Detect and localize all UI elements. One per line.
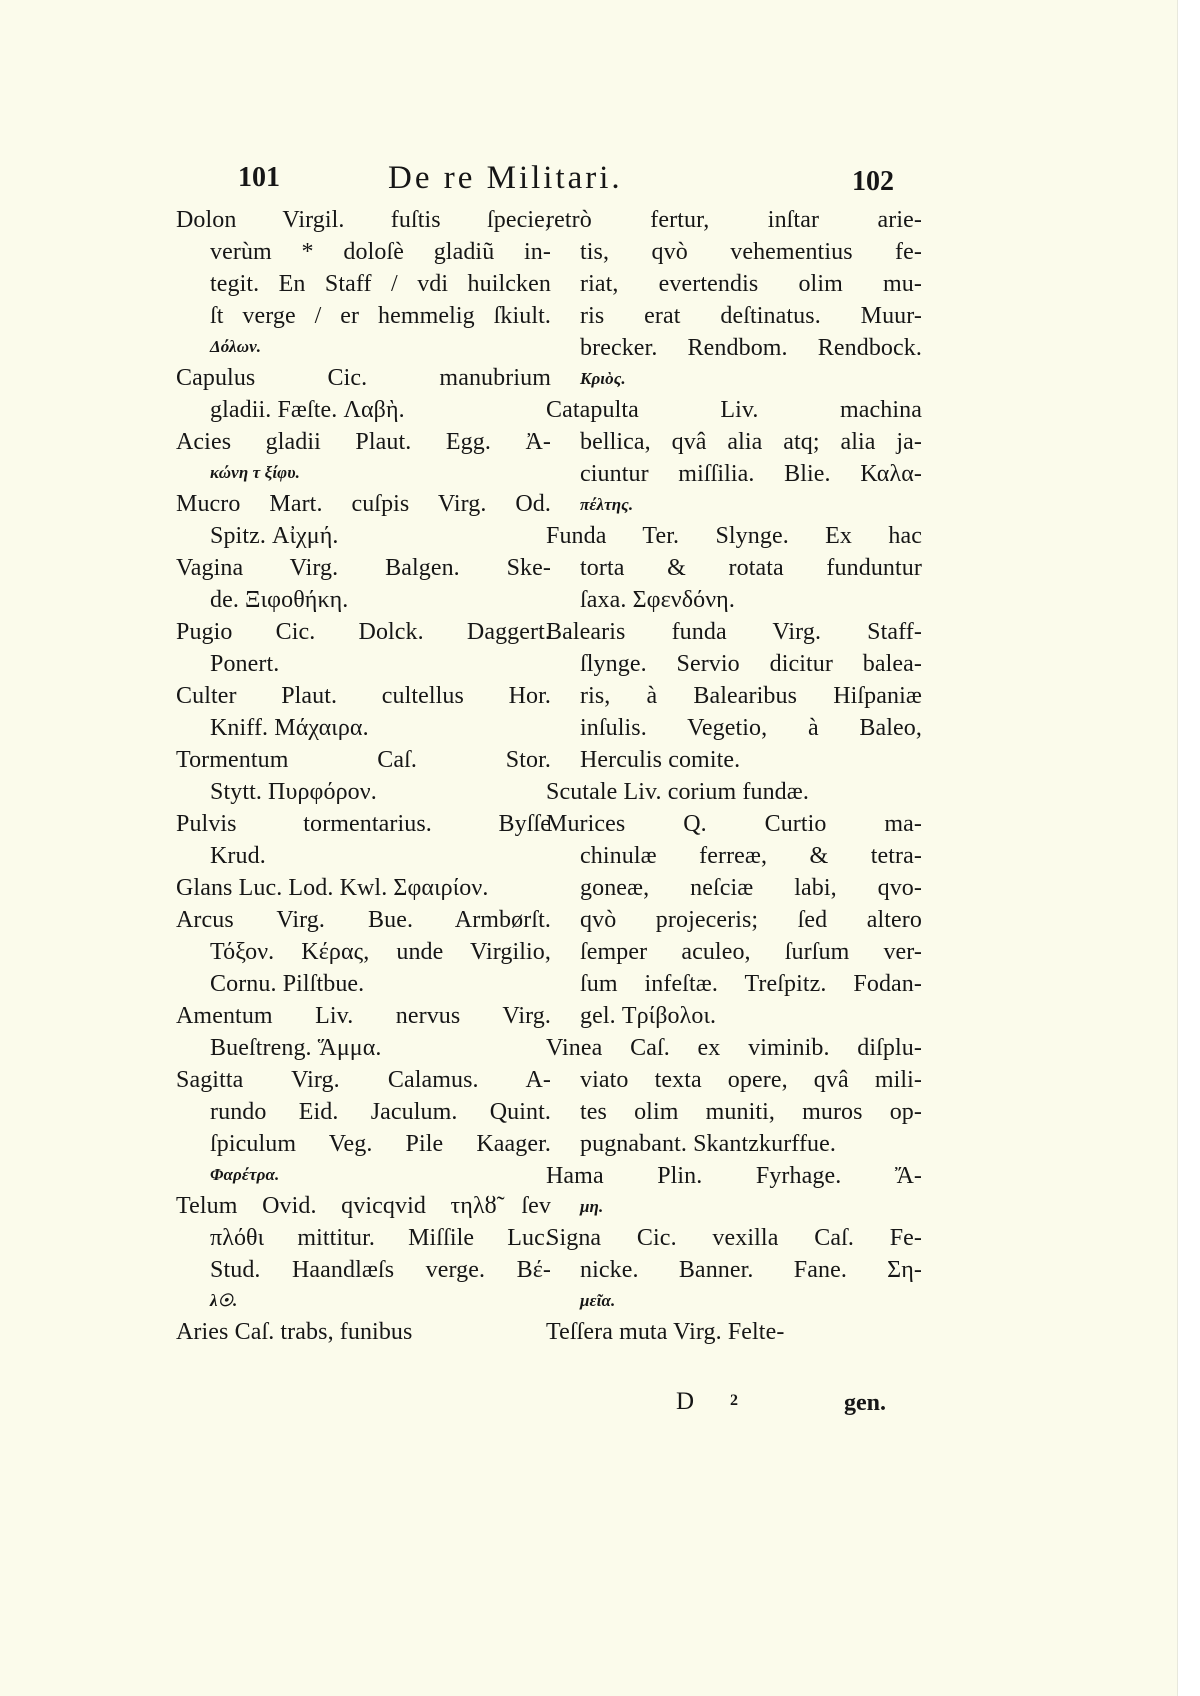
entry-line: Scutale Liv. corium fundæ. (546, 779, 809, 805)
entry-line: nicke. Banner. Fane. Ση- (580, 1257, 922, 1283)
entry-line: Dolon Virgil. fuſtis ſpecie, (176, 207, 551, 233)
entry-line: Mucro Mart. cuſpis Virg. Od. (176, 491, 551, 517)
dictionary-entry (546, 204, 922, 394)
entry-line: viato texta opere, qvâ mili- (580, 1067, 922, 1093)
entry-line: ciuntur miſſilia. Blie. Καλα- (580, 461, 922, 487)
entry-line: ſpiculum Veg. Pile Kaager. (210, 1131, 551, 1157)
dictionary-entry (176, 552, 551, 616)
dictionary-entry (176, 872, 551, 904)
entry-line: Pulvis tormentarius. Byſſe (176, 811, 551, 837)
dictionary-entry (546, 776, 922, 808)
entry-line: Glans Luc. Lod. Kwl. Σφαιρίον. (176, 875, 489, 901)
entry-line: gladii. Fæſte. Λαβὴ. (210, 397, 405, 423)
entry-line: Signa Cic. vexilla Caſ. Fe- (546, 1225, 922, 1251)
dictionary-entry (546, 808, 922, 1032)
entry-line: verùm * doloſè gladiũ in- (210, 239, 551, 265)
entry-line: Capulus Cic. manubrium (176, 365, 551, 391)
entry-line: Teſſera muta Virg. Felte- (546, 1319, 785, 1345)
entry-line: tegit. En Staff / vdi huilcken (210, 271, 551, 297)
dictionary-entry (176, 808, 551, 872)
dictionary-entry (546, 520, 922, 616)
entry-line: goneæ, neſciæ labi, qvo- (580, 875, 922, 901)
entry-line: retrò fertur, inſtar arie- (546, 207, 922, 233)
dictionary-entry (176, 204, 551, 362)
entry-line: Τόξον. Κέρας, unde Virgilio, (210, 939, 551, 965)
entry-line: ſemper aculeo, ſurſum ver- (580, 939, 922, 965)
running-header (238, 160, 894, 200)
entry-line: Herculis comite. (580, 747, 741, 773)
entry-line: Vinea Caſ. ex viminib. diſplu- (546, 1035, 922, 1061)
catchword: gen. (844, 1390, 886, 1416)
entry-line: tes olim muniti, muros op- (580, 1099, 922, 1125)
entry-line: κώνη τ ξίφυ. (210, 463, 300, 482)
entry-line: ris, à Balearibus Hiſpaniæ (580, 683, 922, 709)
dictionary-entry (176, 426, 551, 488)
right-column (546, 204, 922, 1348)
entry-line: Ponert. (210, 651, 280, 677)
entry-line: Catapulta Liv. machina (546, 397, 922, 423)
entry-line: πλόθι mittitur. Miſſile Luc. (210, 1225, 551, 1251)
entry-line: Stytt. Πυρφόρον. (210, 779, 377, 805)
entry-line: qvò projeceris; ſed altero (580, 907, 922, 933)
entry-line: Pugio Cic. Dolck. Daggert. (176, 619, 551, 645)
page-footer (676, 1388, 906, 1424)
entry-line: μη. (580, 1197, 604, 1216)
entry-line: Bueſtreng. Ἅμμα. (210, 1035, 382, 1061)
dictionary-entry (546, 394, 922, 520)
dictionary-entry (176, 680, 551, 744)
entry-line: inſulis. Vegetio, à Baleo, (580, 715, 922, 741)
dictionary-entry (176, 616, 551, 680)
entry-line: torta & rotata funduntur (580, 555, 922, 581)
dictionary-entry (546, 1316, 922, 1348)
entry-line: Sagitta Virg. Calamus. A- (176, 1067, 551, 1093)
entry-line: ſaxa. Σφενδόνη. (580, 587, 735, 613)
running-title: De re Militari. (388, 160, 623, 196)
dictionary-entry (176, 1316, 551, 1348)
entry-line: Δόλων. (210, 337, 262, 356)
entry-line: Amentum Liv. nervus Virg. (176, 1003, 551, 1029)
entry-line: brecker. Rendbom. Rendbock. (580, 335, 922, 361)
entry-line: de. Ξιφοθήκη. (210, 587, 349, 613)
page-number-left: 101 (238, 162, 280, 193)
entry-line: gel. Τρίβολοι. (580, 1003, 717, 1029)
page-edge (1177, 0, 1200, 1696)
entry-line: Funda Ter. Slynge. Ex hac (546, 523, 922, 549)
dictionary-entry (176, 1190, 551, 1316)
entry-line: ſum infeſtæ. Treſpitz. Fodan- (580, 971, 922, 997)
entry-line: ris erat deſtinatus. Muur- (580, 303, 922, 329)
entry-line: Acies gladii Plaut. Egg. Ἀ- (176, 429, 551, 455)
entry-line: bellica, qvâ alia atq; alia ja- (580, 429, 922, 455)
entry-line: ſlynge. Servio dicitur balea- (580, 651, 922, 677)
entry-line: Κριὸς. (580, 369, 626, 388)
dictionary-entry (176, 362, 551, 426)
entry-line: Cornu. Pilſtbue. (210, 971, 365, 997)
dictionary-entry (176, 904, 551, 1000)
entry-line: Spitz. Αἰχμή. (210, 523, 339, 549)
entry-line: Balearis funda Virg. Staff- (546, 619, 922, 645)
dictionary-entry (546, 1032, 922, 1160)
entry-line: λ☉. (210, 1291, 238, 1310)
entry-line: Vagina Virg. Balgen. Ske- (176, 555, 551, 581)
left-column (176, 204, 551, 1348)
dictionary-entry (176, 744, 551, 808)
page-number-right: 102 (852, 166, 894, 197)
entry-line: Murices Q. Curtio ma- (546, 811, 922, 837)
entry-line: Stud. Haandlæſs verge. Βέ- (210, 1257, 551, 1283)
entry-line: Tormentum Caſ. Stor. (176, 747, 551, 773)
entry-line: Kniff. Μάχαιρα. (210, 715, 369, 741)
entry-line: Culter Plaut. cultellus Hor. (176, 683, 551, 709)
entry-line: riat, evertendis olim mu- (580, 271, 922, 297)
entry-line: chinulæ ferreæ, & tetra- (580, 843, 922, 869)
entry-line: pugnabant. Skantzkurffue. (580, 1131, 836, 1157)
signature-number: 2 (730, 1392, 738, 1409)
entry-line: Arcus Virg. Bue. Armbørſt. (176, 907, 551, 933)
dictionary-entry (176, 488, 551, 552)
dictionary-entry (546, 1160, 922, 1222)
entry-line: πέλτης. (580, 495, 634, 514)
dictionary-entry (546, 616, 922, 776)
entry-line: ſt verge / er hemmelig ſkiult. (210, 303, 551, 329)
dictionary-entry (546, 1222, 922, 1316)
entry-line: tis, qvò vehementius fe- (580, 239, 922, 265)
entry-line: Φαρέτρα. (210, 1165, 280, 1184)
entry-line: Krud. (210, 843, 266, 869)
entry-line: Telum Ovid. qvicqvid τηλȣ̃ ſev (176, 1193, 551, 1219)
dictionary-entry (176, 1064, 551, 1190)
entry-line: Aries Caſ. trabs, funibus (176, 1319, 413, 1345)
dictionary-entry (176, 1000, 551, 1064)
entry-line: μεῖα. (580, 1291, 616, 1310)
entry-line: Hama Plin. Fyrhage. Ἄ- (546, 1163, 922, 1189)
signature-mark: D (676, 1388, 695, 1415)
entry-line: rundo Eid. Jaculum. Quint. (210, 1099, 551, 1125)
